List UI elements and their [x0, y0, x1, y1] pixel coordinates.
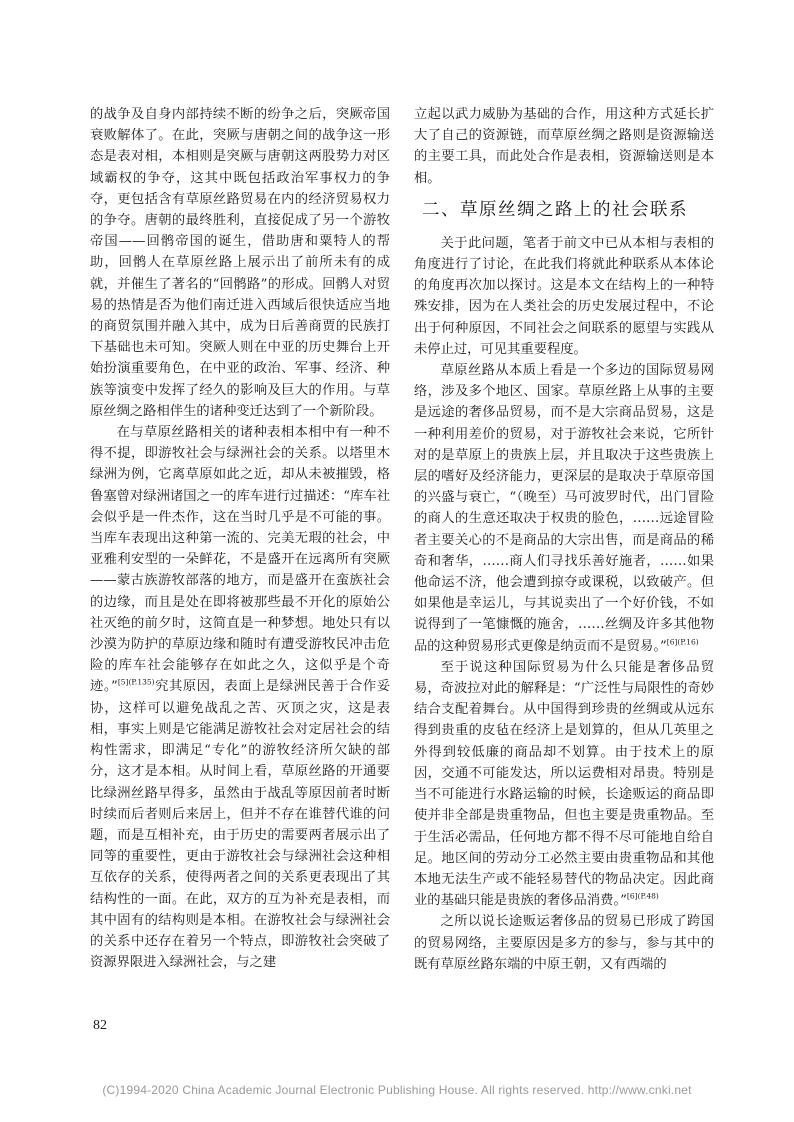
citation: [6](P.16) [666, 637, 699, 647]
left-column [90, 104, 390, 973]
section-heading: 二、草原丝绸之路上的社会联系 [422, 199, 688, 220]
paragraph: 之所以说长途贩运奢侈品的贸易已形成了跨国的贸易网络，主要原因是多方的参与，参与其中的既有草原丝路东端的中原王朝，又有西端的 [414, 914, 714, 972]
paragraph: 立起以武力威胁为基础的合作，用这种方式延长扩大了自己的资源链，而草原丝绸之路则是资源输送的主要工具，而此处合作是表相，资源输送则是本相。 [414, 107, 714, 186]
page-number: 82 [93, 1018, 107, 1033]
paragraph [414, 360, 714, 657]
paragraph [90, 422, 390, 973]
paragraph [414, 657, 714, 911]
right-column [414, 104, 714, 975]
citation: [6](P.48) [626, 891, 659, 901]
citation: [5](P.135) [117, 678, 155, 688]
paragraph-text: 在与草原丝路相关的诸种表相本相中有一种不得不提，即游牧社会与绿洲社会的关系。以塔里木绿洲为例，它离草原如此之近，却从未被摧毁，格鲁塞曾对绿洲诸国之一的库车进行过描述：“库车社会似乎是一件杰作，这在当时几乎是不可能的事。当库车表现出这种第一流的、完美无瑕的社会，中亚雅利安型的一朵鲜花，不是盛开在远离所有突厥——蒙古族游牧部落的地方，而是盛开在蛮族社会的边缘，而且是处在即将被那些最不开化的原始公社灭绝的前夕时，这简直是一种梦想。地处只有以沙漠为防护的草原边缘和随时有遭受游牧民冲击危险的库车社会能够存在如此之久，这似乎是个奇迹。” [90, 425, 390, 695]
paragraph-text: 草原丝路从本质上看是一个多边的国际贸易网络，涉及多个地区、国家。草原丝路上从事的主要是远途的奢侈品贸易，而不是大宗商品贸易，这是一种利用差价的贸易，对于游牧社会来说，它所针对的是草原上的贵族上层，并且取决于这些贵族上层的嗜好及经济能力，更深层的是取决于草原帝国的兴盛与衰亡，“（晚至）马可波罗时代，出门冒险的商人的生意还取决于权贵的脸色，……远途冒险者主要关心的不是商品的大宗出售，而是商品的稀奇和奢华，……商人们寻找乐善好施者，……如果他命运不济，他会遭到掠夺或课税，以致破产。但如果他是幸运儿，与其说卖出了一个好价钱，不如说得到了一笔慷慨的施舍，……丝绸及许多其他物品的这种贸易形式更像是纳贡而不是贸易。” [414, 363, 714, 654]
paragraph-text: 究其原因，表面上是绿洲民善于合作妥协，这样可以避免战乱之苦、灭顶之灾，这是表相，事实上则是它能满足游牧社会对定居社会的结构性需求，即满足“专化”的游牧经济所欠缺的部分，这才是本相。从时间上看，草原丝路的开通要比绿洲丝路早得多，虽然由于战乱等原因前者时断时续而后者则后来居上，但并不存在谁替代谁的问题，而是互相补充，由于历史的需要两者展示出了同等的重要性，更由于游牧社会与绿洲社会这种相互依存的关系，使得两者之间的关系更表现出了其结构性的一面。在此，双方的互为补充是表相，而其中固有的结构则是本相。在游牧社会与绿洲社会的关系中还存在着另一个特点，即游牧社会突破了资源界限进入绿洲社会，与之建 [90, 679, 391, 971]
paragraph-text: 至于说这种国际贸易为什么只能是奢侈品贸易，奇波拉对此的解释是：“广泛性与局限性的奇妙结合支配着舞台。从中国得到珍贵的丝绸或从远东得到贵重的皮毡在经济上是划算的，但从几英里之外得到较低廉的商品却不划算。由于技术上的原因，交通不可能发达，所以运费相对昂贵。特别是当不可能进行水路运输的时候，长途贩运的商品即使并非全部是贵重物品，但也主要是贵重物品。至于生活必需品，任何地方都不得不尽可能地自给自足。地区间的劳动分工必然主要由贵重物品和其他本地无法生产或不能轻易替代的物品决定。因此商业的基础只能是贵族的奢侈品消费。” [414, 659, 714, 909]
paragraph: 关于此问题，笔者于前文中已从本相与表相的角度进行了讨论，在此我们将就此种联系从本体论的角度再次加以探讨。这是本文在结构上的一种特殊安排，因为在人类社会的历史发展过程中，不论出于何种原因，不同社会之间联系的愿望与实践从未停止过，可见其重要程度。 [414, 235, 714, 357]
paragraph: 的战争及自身内部持续不断的纷争之后，突厥帝国衰败解体了。在此，突厥与唐朝之间的战争这一形态是表对相，本相则是突厥与唐朝这两股势力对区域霸权的争夺，这其中既包括政治军事权力的争夺，更包括含有草原丝路贸易在内的经济贸易权力的争夺。唐朝的最终胜利，直接促成了另一个游牧帝国——回鹘帝国的诞生，借助唐和粟特人的帮助，回鹘人在草原丝路上展示出了前所未有的成就，并催生了著名的“回鹘路”的形成。回鹘人对贸易的热情是否为他们南迁进入西域后很快适应当地的商贸氛围并融入其中，成为日后善商贾的民族打下基础也未可知。突厥人则在中亚的历史舞台上开始扮演重要角色，在中亚的政治、军事、经济、种族等演变中发挥了经久的影响及巨大的作用。与草原丝绸之路相伴生的诸种变迁达到了一个新阶段。 [90, 107, 390, 419]
copyright-footer: (C)1994-2020 China Academic Journal Electronic Publishing House. All rights reserved. http://www.cnki.net [102, 1083, 692, 1097]
